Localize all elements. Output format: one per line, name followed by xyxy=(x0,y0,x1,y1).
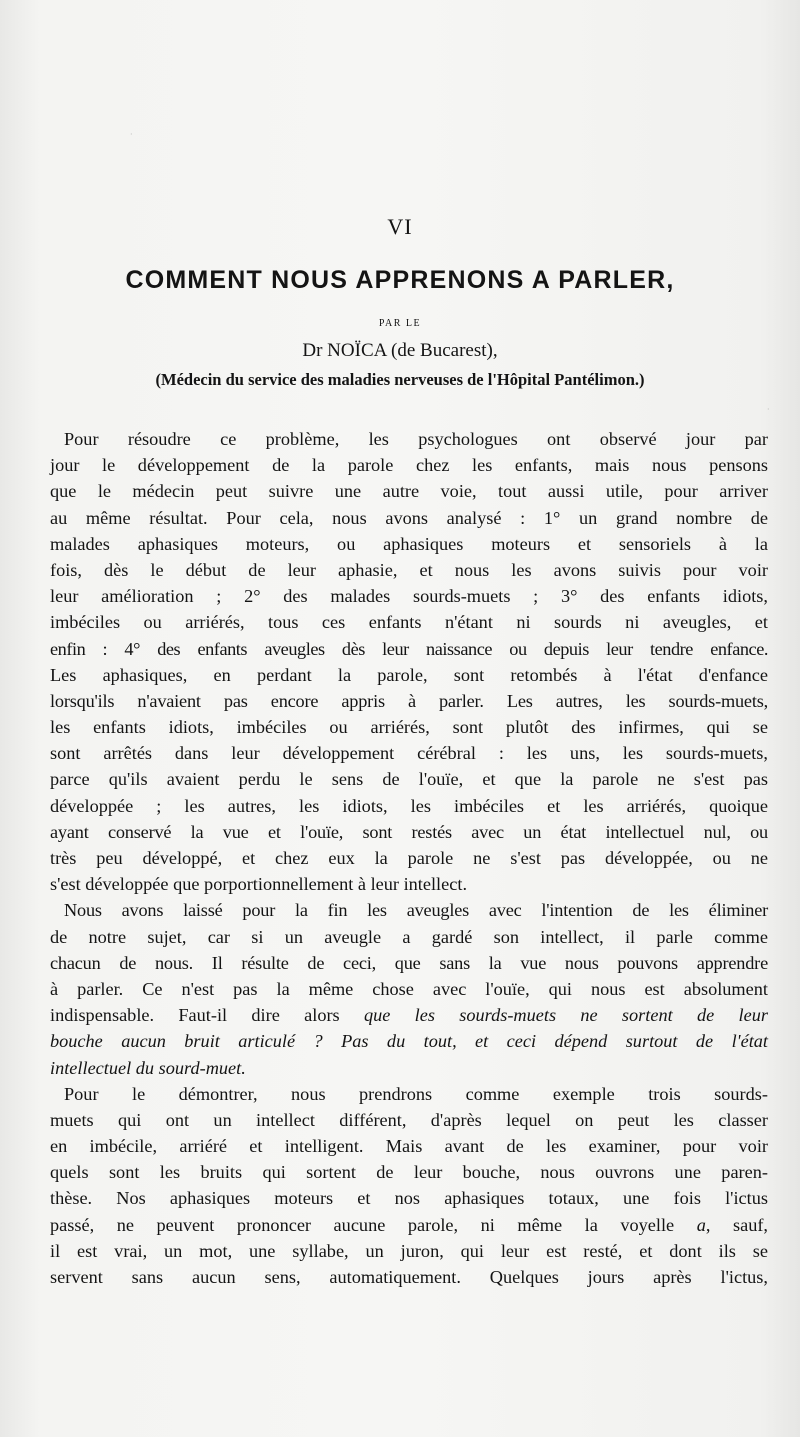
paragraph-1 xyxy=(50,426,768,897)
text-line: Nous avons laissé pour la fin les aveugles avec l'intention de les éliminer xyxy=(64,900,768,921)
text-line: parce qu'ils avaient perdu le sens de l'ouïe, et que la parole ne s'est pas xyxy=(50,769,768,790)
text-line-mixed xyxy=(50,1002,768,1028)
scan-speck: · xyxy=(130,130,133,139)
text-line: leur amélioration ; 2° des malades sourds-muets ; 3° des enfants idiots, xyxy=(50,586,768,607)
text-line: enfin : 4° des enfants aveugles dès leur naissance ou depuis leur tendre enfance. xyxy=(50,638,768,659)
italic-vowel: a xyxy=(696,1214,706,1235)
text-line: ayant conservé la vue et l'ouïe, sont restés avec un état intellectuel nul, ou xyxy=(50,821,768,842)
text-line: Pour résoudre ce problème, les psychologues ont observé jour par xyxy=(64,429,768,449)
author-line: Dr NOÏCA (de Bucarest), xyxy=(302,340,498,361)
chapter-number: VI xyxy=(387,214,413,239)
author-affiliation: (Médecin du service des maladies nerveuses de l'Hôpital Pantélimon.) xyxy=(155,370,645,389)
text-line: Les aphasiques, en perdant la parole, sont retombés à l'état d'enfance xyxy=(50,664,768,685)
text-segment: , sauf, xyxy=(705,1214,768,1235)
article-body xyxy=(50,426,768,1290)
text-line: muets qui ont un intellect différent, d'après lequel on peut les classer xyxy=(50,1109,768,1130)
italic-segment: que les sourds-muets ne sortent de leur xyxy=(363,1005,768,1026)
text-segment: passé, ne peuvent prononcer aucune parole, ni même la voyelle xyxy=(50,1214,675,1235)
text-line: quels sont les bruits qui sortent de leur bouche, nous ouvrons une paren- xyxy=(50,1162,768,1183)
paragraph-3 xyxy=(50,1081,768,1291)
text-line-mixed xyxy=(50,1212,768,1238)
text-line: au même résultat. Pour cela, nous avons analysé : 1° un grand nombre de xyxy=(50,507,768,528)
text-line: fois, dès le début de leur aphasie, et nous les avons suivis pour voir xyxy=(50,559,768,580)
text-line: développée ; les autres, les idiots, les imbéciles et les arriérés, quoique xyxy=(50,795,768,816)
text-line: que le médecin peut suivre une autre voie, tout aussi utile, pour arriver xyxy=(50,481,768,502)
text-segment: indispensable. Faut-il dire alors xyxy=(50,1005,340,1026)
text-line-italic: intellectuel du sourd-muet. xyxy=(50,1057,246,1078)
text-line: servent sans aucun sens, automatiquement. Quelques jours après l'ictus, xyxy=(50,1267,768,1287)
text-line: Pour le démontrer, nous prendrons comme exemple trois sourds- xyxy=(64,1083,768,1104)
text-line-italic: bouche aucun bruit articulé ? Pas du tout, et ceci dépend surtout de l'état xyxy=(50,1031,768,1052)
text-line: les enfants idiots, imbéciles ou arriérés, sont plutôt des infirmes, qui se xyxy=(50,717,768,738)
text-line: de notre sujet, car si un aveugle a gardé son intellect, il parle comme xyxy=(50,926,768,947)
text-line: lorsqu'ils n'avaient pas encore appris à parler. Les autres, les sourds-muets, xyxy=(50,690,768,711)
text-line: sont arrêtés dans leur développement cérébral : les uns, les sourds-muets, xyxy=(50,743,768,764)
text-line: imbéciles ou arriérés, tous ces enfants n'étant ni sourds ni aveugles, et xyxy=(50,612,768,633)
scan-speck: · xyxy=(767,405,770,414)
chapter-title: COMMENT NOUS APPRENONS A PARLER, xyxy=(125,266,675,294)
text-line: à parler. Ce n'est pas la même chose avec l'ouïe, qui nous est absolument xyxy=(50,978,768,999)
paragraph-2 xyxy=(50,897,768,1080)
byline-label: PAR LE xyxy=(378,318,422,329)
text-line: chacun de nous. Il résulte de ceci, que sans la vue nous pouvons apprendre xyxy=(50,952,768,973)
text-line: en imbécile, arriéré et intelligent. Mais avant de les examiner, pour voir xyxy=(50,1136,768,1157)
text-line: thèse. Nos aphasiques moteurs et nos aphasiques totaux, une fois l'ictus xyxy=(50,1188,768,1209)
text-line: il est vrai, un mot, une syllabe, un juron, qui leur est resté, et dont ils se xyxy=(50,1240,768,1261)
text-line: très peu développé, et chez eux la parole ne s'est pas développée, ou ne xyxy=(50,848,768,868)
text-line: malades aphasiques moteurs, ou aphasiques moteurs et sensoriels à la xyxy=(50,533,768,554)
text-line: jour le développement de la parole chez les enfants, mais nous pensons xyxy=(50,455,768,476)
text-line: s'est développée que porportionnellement à leur intellect. xyxy=(50,874,468,895)
